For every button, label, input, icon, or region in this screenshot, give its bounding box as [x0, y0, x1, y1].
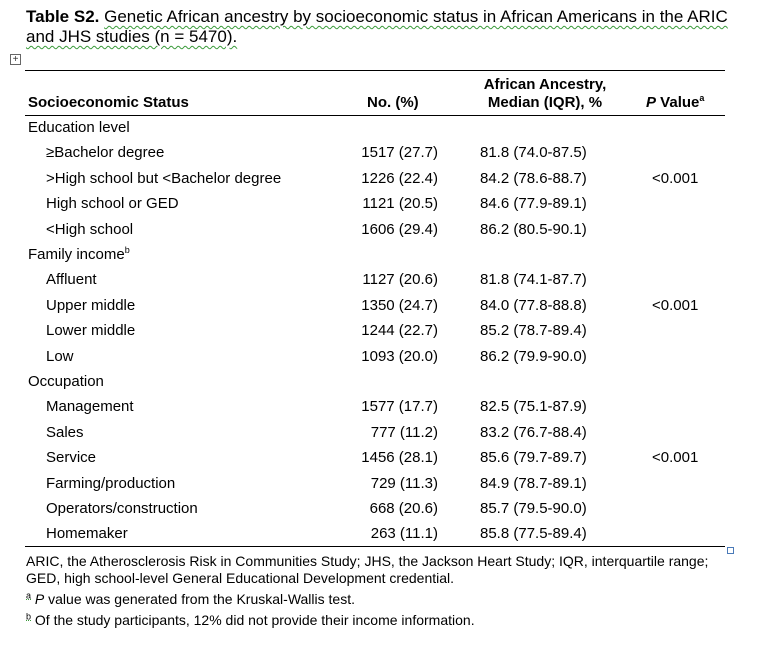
header-pvalue-p: P	[646, 94, 657, 111]
row-count: 1244 (22.7)	[361, 322, 438, 339]
row-count: 1093 (20.0)	[361, 348, 438, 365]
row-count: 777 (11.2)	[370, 424, 438, 441]
table-resize-handle[interactable]	[727, 547, 734, 554]
row-label: Homemaker	[46, 525, 128, 542]
row-label: Lower middle	[46, 322, 136, 339]
row-count: 1606 (29.4)	[361, 221, 438, 238]
footnote-a-p: P	[34, 591, 45, 607]
row-ancestry: 86.2 (79.9-90.0)	[480, 348, 587, 365]
footnote-b	[26, 612, 726, 629]
group-label: Family income$^b$	[28, 245, 130, 263]
group-label-sup: b	[124, 245, 130, 255]
row-count: 1456 (28.1)	[361, 449, 438, 466]
table-notes	[26, 553, 726, 633]
row-label: Low	[46, 348, 74, 365]
header-count: No. (%)	[367, 94, 419, 111]
row-ancestry: 81.8 (74.1-87.7)	[480, 271, 587, 288]
row-count: 729 (11.3)	[370, 475, 438, 492]
row-ancestry: 83.2 (76.7-88.4)	[480, 424, 587, 441]
footnote-a	[26, 591, 726, 608]
footnote-b-mark: b	[26, 611, 32, 622]
group-label: Occupation	[28, 373, 104, 390]
table-title	[26, 7, 736, 47]
row-pvalue: <0.001	[652, 297, 699, 314]
row-label: Affluent	[46, 271, 97, 288]
header-pvalue-text: Value	[656, 94, 700, 111]
table-move-handle-icon[interactable]: +	[10, 54, 21, 65]
row-label: Service	[46, 449, 97, 466]
footnote-a-mark: a	[26, 590, 32, 601]
row-count: 1577 (17.7)	[361, 398, 438, 415]
row-label: >High school but <Bachelor degree	[46, 170, 282, 187]
row-label: Upper middle	[46, 297, 136, 314]
row-ancestry: 85.2 (78.7-89.4)	[480, 322, 587, 339]
header-pvalue-sup: a	[699, 93, 705, 103]
row-count: 1350 (24.7)	[361, 297, 438, 314]
row-ancestry: 85.8 (77.5-89.4)	[480, 525, 587, 542]
row-ancestry: 84.2 (78.6-88.7)	[480, 170, 587, 187]
row-ancestry: 84.0 (77.8-88.8)	[480, 297, 587, 314]
row-count: 1517 (27.7)	[361, 144, 438, 161]
header-pvalue	[646, 94, 704, 112]
header-rule	[25, 115, 725, 116]
row-ancestry: 86.2 (80.5-90.1)	[480, 221, 587, 238]
row-label: Farming/production	[46, 475, 176, 492]
row-label: ≥Bachelor degree	[46, 144, 165, 161]
row-count: 263 (11.1)	[370, 525, 438, 542]
row-label: <High school	[46, 221, 134, 238]
row-count: 1226 (22.4)	[361, 170, 438, 187]
top-rule	[25, 70, 725, 71]
row-ancestry: 84.9 (78.7-89.1)	[480, 475, 587, 492]
table-label: Table S2.	[26, 7, 100, 26]
row-label: Management	[46, 398, 134, 415]
row-count: 668 (20.6)	[369, 500, 438, 517]
abbreviations-note: ARIC, the Atherosclerosis Risk in Communities Study; JHS, the Jackson Heart Study; IQR, interquartile range; GED, high school-level General Educational Development credential.	[26, 553, 709, 586]
row-ancestry: 82.5 (75.1-87.9)	[480, 398, 587, 415]
table-caption: Genetic African ancestry by socioeconomic status in African Americans in the ARIC and JHS studies (n = 5470).	[26, 7, 728, 46]
row-label: Sales	[46, 424, 84, 441]
group-label: Education level	[28, 119, 130, 136]
row-pvalue: <0.001	[652, 170, 699, 187]
header-ancestry-line1: African Ancestry,	[483, 76, 607, 93]
row-ancestry: 81.8 (74.0-87.5)	[480, 144, 587, 161]
row-label: High school or GED	[46, 195, 179, 212]
row-pvalue: <0.001	[652, 449, 699, 466]
row-count: 1121 (20.5)	[362, 195, 438, 212]
header-status: Socioeconomic Status	[28, 94, 189, 111]
row-count: 1127 (20.6)	[362, 271, 438, 288]
row-label: Operators/construction	[46, 500, 198, 517]
row-ancestry: 84.6 (77.9-89.1)	[480, 195, 587, 212]
bottom-rule	[25, 546, 725, 547]
row-ancestry: 85.7 (79.5-90.0)	[480, 500, 587, 517]
footnote-a-text: value was generated from the Kruskal-Wallis test.	[44, 591, 355, 607]
footnote-b-text: Of the study participants, 12% did not provide their income information.	[31, 612, 475, 628]
row-ancestry: 85.6 (79.7-89.7)	[480, 449, 587, 466]
header-ancestry-line2: Median (IQR), %	[487, 94, 603, 111]
